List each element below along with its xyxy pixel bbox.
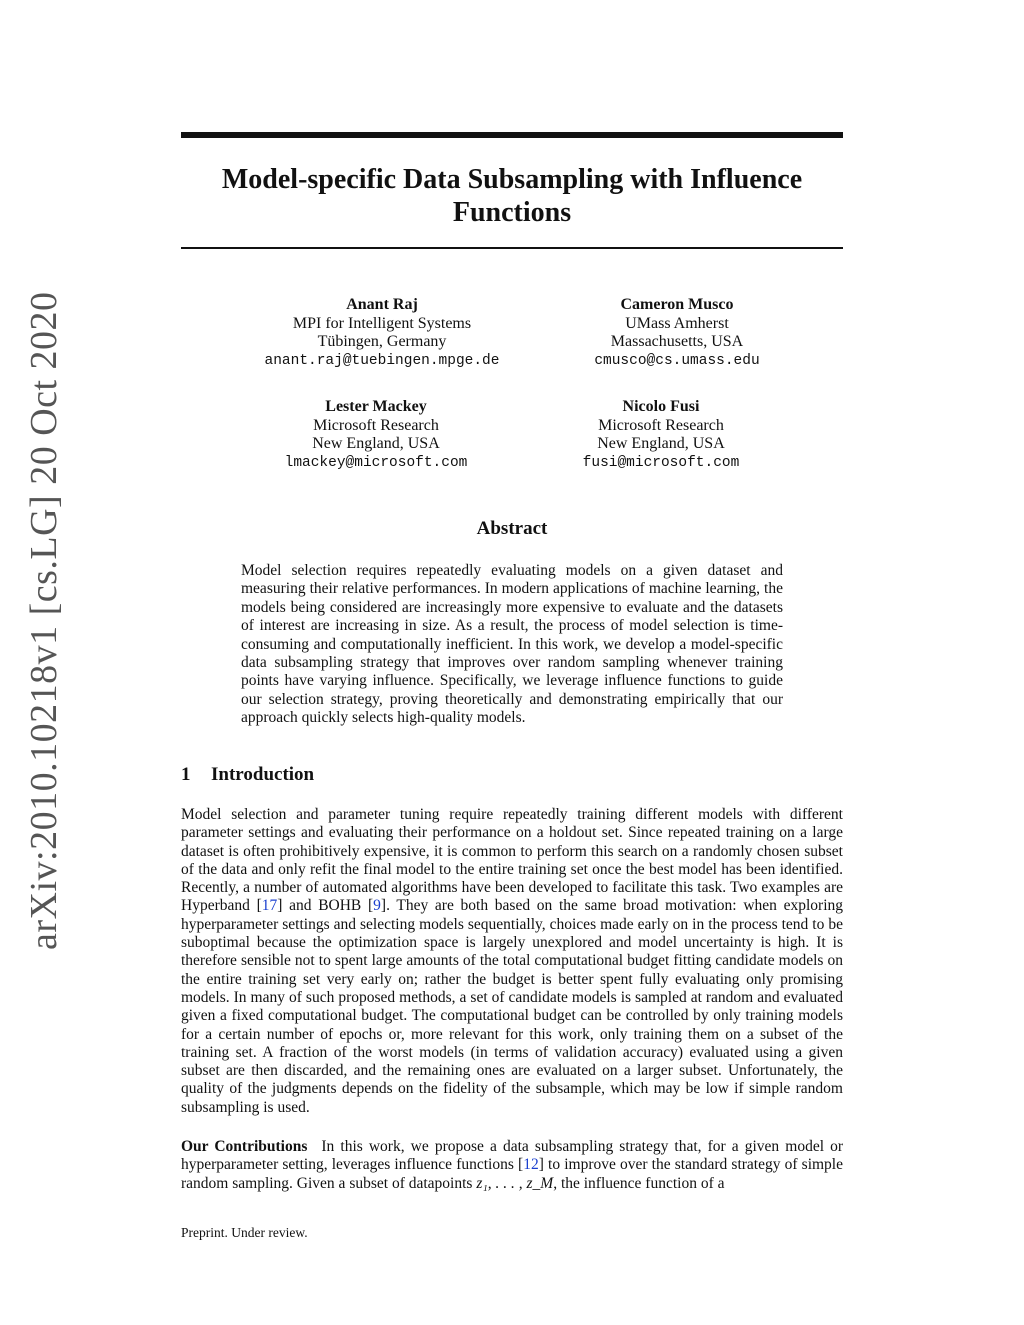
- introduction-paragraph: Model selection and parameter tuning require repeatedly training different models with different parameter settings and evaluating their performance on a holdout set. Since repeated training on a large dataset is often prohibitively expensive, it is common to perform this search on a randomly chosen subset of the data and only refit the final model to the entire training set once the best model has been identified. Recently, a number of automated algorithms have been developed to facilitate this task. Two examples are Hyperband [17] and BOHB [9]. They are both based on the same broad motivation: when exploring hyperparameter settings and selecting models sequentially, choices made early on in the process tend to be suboptimal because the optimization space is largely unexplored and model uncertainty is high. It is therefore sensible not to spent large amounts of the total computational budget fitting candidate models on the entire training set very early on; rather the budget is better spent fully evaluating only promising models. In many of such proposed methods, a set of candidate models is sampled at random and evaluated given a fixed computational budget. The computational budget can be controlled by only training models for a certain number of epochs or, more relevant for this work, only training them on a subset of the training set. A fraction of the worst models (in terms of validation accuracy) evaluated using a given subset are then discarded, and the remaining ones are evaluated on a larger subset. Unfortunately, the quality of the judgments depends on the fidelity of the subsample, which may be low if simple random subsampling is used.: [181, 806, 843, 1116]
- section-heading-introduction: [181, 764, 314, 786]
- title-rule-bottom: [181, 247, 843, 249]
- contrib-text-a: In this work, we propose a data subsampling strategy that, for a given model or hyperparameter setting, leverages influence functions: [181, 1138, 843, 1174]
- author-block-1: [232, 296, 532, 370]
- author-name: Nicolo Fusi: [622, 398, 700, 415]
- author-affiliation: UMass Amherst: [625, 314, 729, 332]
- footer-note: Preprint. Under review.: [181, 1225, 308, 1240]
- paper-title: Model-specific Data Subsampling with Influence Functions: [221, 164, 803, 228]
- author-location: Tübingen, Germany: [317, 333, 447, 350]
- author-location: New England, USA: [597, 435, 725, 452]
- author-block-2: [527, 296, 827, 370]
- contrib-text-c: , the influence function of a: [553, 1174, 725, 1192]
- math-expression: z₁, . . . , z_M: [476, 1174, 554, 1192]
- author-affiliation: Microsoft Research: [313, 416, 439, 434]
- author-email[interactable]: lmackey@microsoft.com: [284, 454, 468, 471]
- intro-text-a: Model selection and parameter tuning require repeatedly training different models with different parameter settings and evaluating their performance on a holdout set. Since repeated training on a large dataset is often prohibitively expensive, it is common to perform this search on a randomly chosen subset of the data and only refit the final model to the entire training set once the best model has been identified. Recently, a number of automated algorithms have been developed to facilitate this task. Two examples are Hyperband: [181, 806, 843, 915]
- author-email[interactable]: fusi@microsoft.com: [582, 454, 740, 471]
- author-email[interactable]: anant.raj@tuebingen.mpge.de: [264, 352, 500, 369]
- citation-link[interactable]: 17: [261, 897, 278, 915]
- contributions-lead: Our Contributions: [181, 1138, 308, 1155]
- contrib-text-b: to improve over the standard strategy of simple random sampling. Given a subset of datapoints: [181, 1156, 843, 1192]
- contributions-paragraph: Our Contributions In this work, we propose a data subsampling strategy that, for a given model or hyperparameter setting, leverages influence functions [12] to improve over the standard strategy of simple random sampling. Given a subset of datapoints z₁, . . . , z_M, the influence function of a: [181, 1138, 843, 1192]
- author-name: Cameron Musco: [620, 296, 734, 313]
- author-affiliation: Microsoft Research: [598, 416, 724, 434]
- arxiv-stamp: arXiv:2010.10218v1 [cs.LG] 20 Oct 2020: [23, 291, 65, 950]
- section-number: 1: [181, 764, 191, 785]
- author-name: Lester Mackey: [325, 398, 427, 415]
- citation-link[interactable]: 12: [523, 1156, 539, 1174]
- author-name: Anant Raj: [346, 296, 418, 313]
- author-block-4: [511, 398, 811, 472]
- author-location: New England, USA: [312, 435, 440, 452]
- author-email[interactable]: cmusco@cs.umass.edu: [594, 352, 760, 369]
- title-rule-top: [181, 132, 843, 138]
- author-block-3: [226, 398, 526, 472]
- section-title: Introduction: [211, 764, 315, 785]
- author-affiliation: MPI for Intelligent Systems: [292, 314, 472, 332]
- intro-text-c: . They are both based on the same broad motivation: when exploring hyperparameter settings and selecting models sequentially, choices made early on in the process tend to be suboptimal because the optimization space is largely unexplored and model uncertainty is high. It is therefore sensible not to spent large amounts of the total computational budget fitting candidate models on the entire training set very early on; rather the budget is better spent fully evaluating only promising models. In many of such proposed methods, a set of candidate models is sampled at random and evaluated given a fixed computational budget. The computational budget can be controlled by only training models for a certain number of epochs or, more relevant for this work, only training them on a subset of the training set. A fraction of the worst models (in terms of validation accuracy) evaluated using a given subset are then discarded, and the remaining ones are evaluated on a larger subset. Unfortunately, the quality of the judgments depends on the fidelity of the subsample, which may be low if simple random subsampling is used.: [181, 897, 843, 1116]
- citation-link[interactable]: 9: [373, 897, 381, 915]
- author-location: Massachusetts, USA: [610, 333, 744, 350]
- intro-text-b: and BOHB: [282, 897, 368, 915]
- abstract-heading: Abstract: [476, 518, 548, 539]
- abstract-text: Model selection requires repeatedly evaluating models on a given dataset and measuring their relative performances. In modern applications of machine learning, the models being considered are increasingly more expensive to evaluate and the datasets of interest are increasing in size. As a result, the process of model selection is time-consuming and computationally inefficient. In this work, we develop a model-specific data subsampling strategy that improves over random sampling whenever training points have varying influence. Specifically, we leverage influence functions to guide our selection strategy, proving theoretically and demonstrating empirically that our approach quickly selects high-quality models.: [241, 562, 783, 727]
